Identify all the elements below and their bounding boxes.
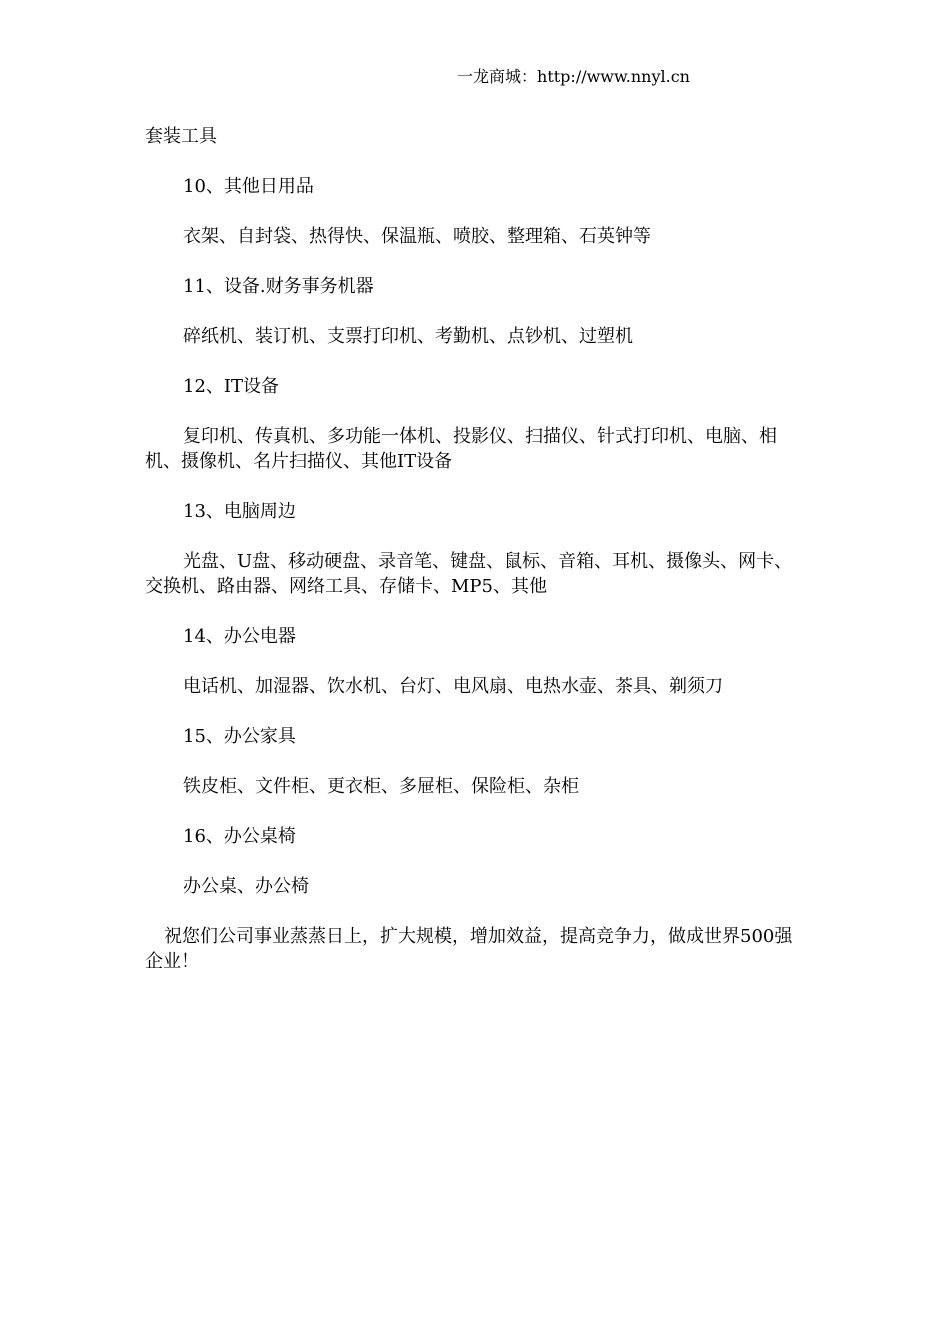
- section-heading-10: 10、其他日用品: [183, 176, 314, 197]
- section-heading-11: 11、设备.财务事务机器: [183, 276, 374, 297]
- section-items-12: 复印机、传真机、多功能一体机、投影仪、扫描仪、针式打印机、电脑、相机、摄像机、名片扫描仪、其他IT设备: [145, 426, 777, 472]
- section-items-16: 办公桌、办公椅: [183, 876, 309, 897]
- section-items-14: 电话机、加湿器、饮水机、台灯、电风扇、电热水壶、茶具、剃须刀: [183, 676, 723, 697]
- closing-wish: 祝您们公司事业蒸蒸日上，扩大规模，增加效益，提高竞争力，做成世界500强企业！: [145, 926, 793, 972]
- section-heading-13: 13、电脑周边: [183, 501, 296, 522]
- section-items-10: 衣架、自封袋、热得快、保温瓶、喷胶、整理箱、石英钟等: [183, 226, 651, 247]
- section-items-13: 光盘、U盘、移动硬盘、录音笔、键盘、鼠标、音箱、耳机、摄像头、网卡、交换机、路由器、网络工具、存储卡、MP5、其他: [145, 551, 793, 597]
- document-body: [145, 124, 810, 974]
- section-items-15: 铁皮柜、文件柜、更衣柜、多屉柜、保险柜、杂柜: [183, 776, 579, 797]
- section-heading-14: 14、办公电器: [183, 626, 296, 647]
- page-header: 一龙商城：http://www.nnyl.cn: [457, 67, 690, 86]
- paragraph-suite-tools: 套装工具: [145, 126, 217, 147]
- section-heading-16: 16、办公桌椅: [183, 826, 296, 847]
- section-heading-12: 12、IT设备: [183, 376, 280, 397]
- section-items-11: 碎纸机、装订机、支票打印机、考勤机、点钞机、过塑机: [183, 326, 633, 347]
- section-heading-15: 15、办公家具: [183, 726, 296, 747]
